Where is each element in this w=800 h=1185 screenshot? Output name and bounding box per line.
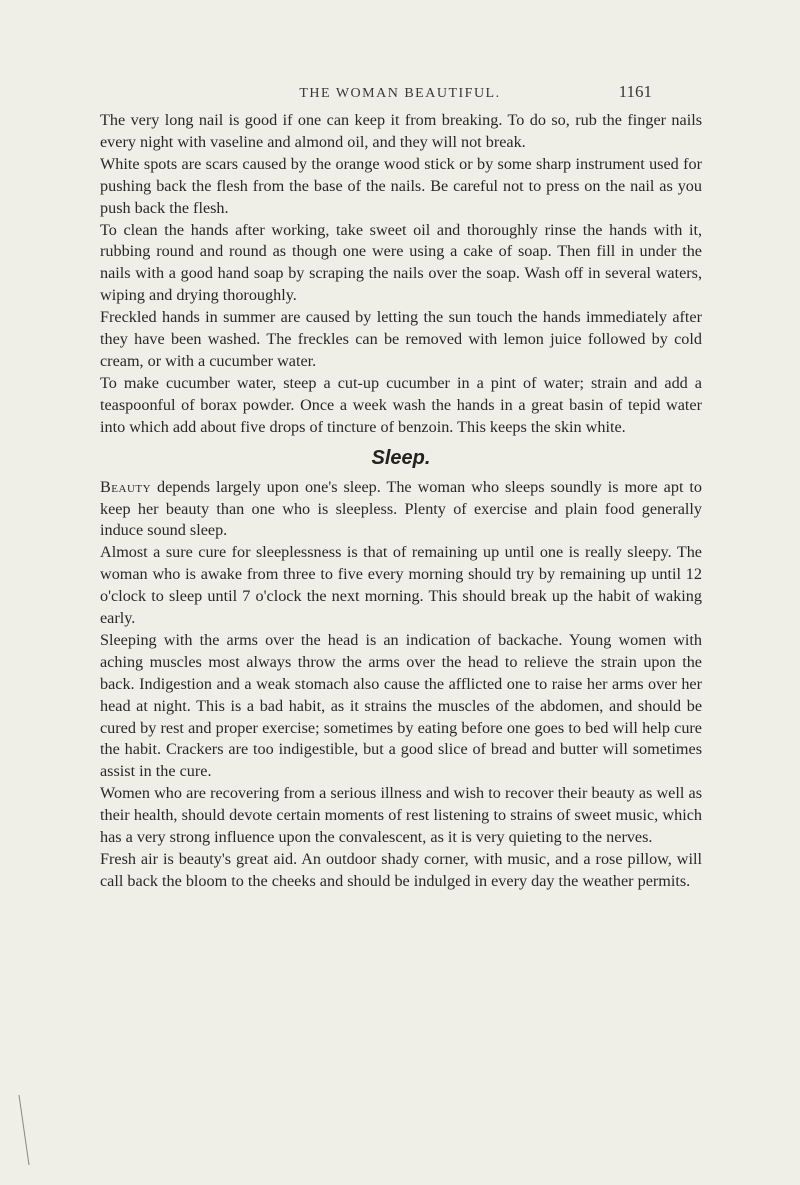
page-number: 1161 — [618, 82, 652, 101]
paragraph-sleeplessness-cure: Almost a sure cure for sleeplessness is that of remaining up until one is really sleepy. The woman who is awake from three to five every morning should try by remaining up until 12 o'clock to sleep until 7 o'clock the next morning. This should break up the habit of waking early. — [100, 543, 702, 628]
paragraph-white-spots: White spots are scars caused by the orange wood stick or by some sharp instrument used for pushing back the flesh from the base of the nails. Be careful not to press on the nail as you push back the flesh. — [100, 154, 702, 217]
lead-word: Beauty — [100, 477, 152, 496]
paragraph-arms-over-head: Sleeping with the arms over the head is an indication of backache. Young women with aching muscles most always throw the arms over the head to relieve the strain upon the back. Indigestion and a weak stomach also cause the afflicted one to raise her arms over her head at night. This is a bad habit, as it strains the muscles of the abdomen, and should be cured by rest and proper exercise; sometimes by eating before one goes to bed will help cure the habit. Crackers are too indigestible, but a good slice of bread and butter will sometimes assist in the cure. — [100, 630, 702, 781]
paragraph-cucumber-water: To make cucumber water, steep a cut-up cucumber in a pint of water; strain and add a teaspoonful of borax powder. Once a week wash the hands in a great basin of tepid water into which add about five drops of tincture of benzoin. This keeps the skin white. — [100, 373, 702, 436]
paragraph-freckled-hands: Freckled hands in summer are caused by letting the sun touch the hands immediately after they have been washed. The freckles can be removed with lemon juice followed by cold cream, or with a cucumber water. — [100, 308, 702, 370]
paragraph-convalescent-music: Women who are recovering from a serious illness and wish to recover their beauty as well as their health, should devote certain moments of rest listening to strains of sweet music, which has a very strong influence upon the convalescent, as it is very quieting to the nerves. — [100, 784, 702, 847]
running-head — [0, 82, 800, 106]
body-text — [100, 110, 702, 893]
section-heading-sleep: Sleep. — [371, 446, 431, 469]
paragraph-beauty-sleep — [100, 477, 702, 543]
page-edge-mark — [18, 1095, 30, 1165]
running-title: THE WOMAN BEAUTIFUL. — [299, 86, 501, 101]
paragraph-beauty-sleep-text: depends largely upon one's sleep. The woman who sleeps soundly is more apt to keep her beauty than one who is sleepless. Plenty of exercise and plain food generally induce sound sleep. — [100, 477, 702, 540]
paragraph-fresh-air: Fresh air is beauty's great aid. An outdoor shady corner, with music, and a rose pillow, will call back the bloom to the cheeks and should be indulged in every day the weather permits. — [100, 850, 702, 890]
paragraph-clean-hands: To clean the hands after working, take sweet oil and thoroughly rinse the hands with it, rubbing round and round as though one were using a cake of soap. Then fill in under the nails with a good hand soap by scraping the nails over the soap. Wash off in several waters, wiping and drying thoroughly. — [100, 220, 702, 305]
paragraph-long-nail: The very long nail is good if one can keep it from breaking. To do so, rub the finger nails every night with vaseline and almond oil, and they will not break. — [100, 111, 702, 151]
